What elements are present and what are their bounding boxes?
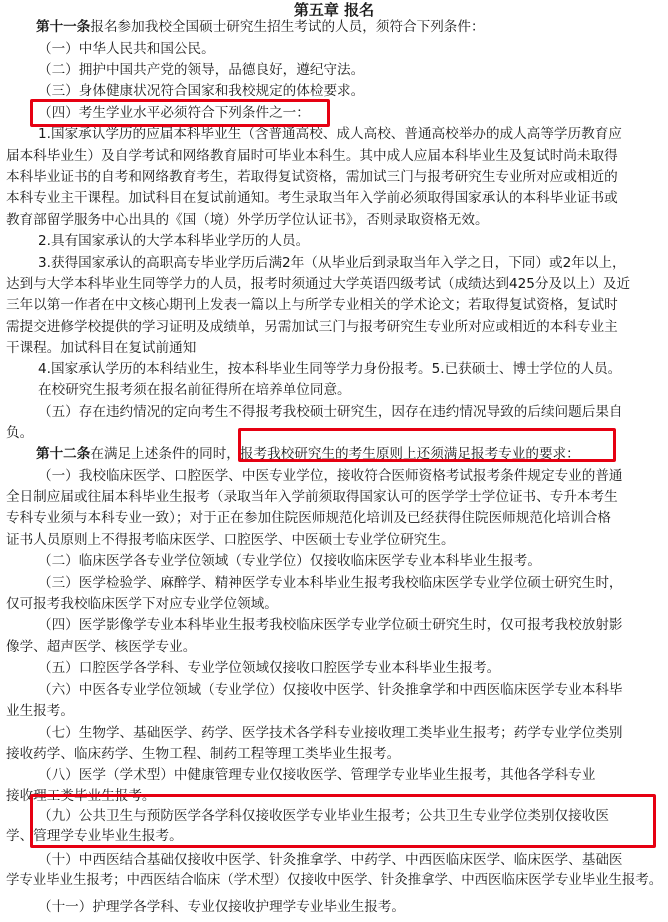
article-11-label: 第十一条 xyxy=(36,19,91,35)
paragraph-11: （十一）护理学各学科、专业仅接收护理学专业毕业生报考。 xyxy=(38,899,406,915)
item-3-line: 三年以第一作者在中文核心期刊上发表一篇以上与所学专业相关的学术论文；若取得复试资格，复试时 xyxy=(6,297,618,313)
item-1-line: 1.国家承认学历的应届本科毕业生（含普通高校、成人高校、普通高校举办的成人高等学历教育应 xyxy=(38,126,622,142)
highlight-box-paragraph-9 xyxy=(30,794,656,848)
paragraph-8-line: 接收理工类毕业生报考。 xyxy=(6,788,156,804)
condition-5-line: （五）存在违约情况的定向考生不得报考我校硕士研究生，因存在违约情况导致的后续问题后果自 xyxy=(38,404,623,420)
highlight-box-article-12 xyxy=(238,428,616,462)
paragraph-10-line: 学专业毕业生报考；中西医结合临床（学术型）仅接收中医学、针灸推拿学、中西医临床医学专业毕业生报考。 xyxy=(6,873,663,888)
item-4-5: 4.国家承认学历的本科结业生，按本科毕业生同等学力身份报考。5.已获硕士、博士学位的人员。 xyxy=(38,361,622,377)
item-3-line: 达到与大学本科毕业生同等学力的人员，报考时须通过大学英语四级考试（成绩达到425分及以上）及近 xyxy=(6,276,631,292)
paragraph-1-line: 证书人员原则上不得报考临床医学、口腔医学、中医硕士专业学位研究生。 xyxy=(6,532,455,548)
condition-1: （一）中华人民共和国公民。 xyxy=(38,41,215,57)
paragraph-6-line: 业生报考。 xyxy=(6,703,74,719)
paragraph-6-line: （六）中医各专业学位领域（专业学位）仅接收中医学、针灸推拿学和中西医临床医学专业本科毕 xyxy=(38,682,623,698)
highlight-box-condition-4 xyxy=(30,99,330,127)
item-1-line: 本科毕业证书的自考和网络教育考生，若取得复试资格，需加试三门与报考研究生专业所对应或相近的 xyxy=(6,169,618,185)
paragraph-2: （二）临床医学各专业学位领域（专业学位）仅接收临床医学专业本科毕业生报考。 xyxy=(38,553,541,569)
article-12-label: 第十二条 xyxy=(36,446,91,462)
item-1-line: 本科专业主干课程。加试科目在复试前通知。考生录取当年入学前必须取得国家承认的本科毕业证书或 xyxy=(6,190,618,206)
article-12-intro: 在满足上述条件的同时，报考我校研究生的考生原则上还须满足报考专业的要求： xyxy=(90,446,580,462)
paragraph-9-line: （九）公共卫生与预防医学各学科仅接收医学专业毕业生报考；公共卫生专业学位类别仅接收医 xyxy=(38,808,609,824)
paragraph-1-line: （一）我校临床医学、口腔医学、中医专业学位，接收符合医师资格考试报考条件规定专业的普通 xyxy=(38,468,623,484)
paragraph-3-line: 仅可报考我校临床医学下对应专业学位领域。 xyxy=(6,596,278,612)
paragraph-3-line: （三）医学检验学、麻醉学、精神医学专业本科毕业生报考我校临床医学专业学位硕士研究生时， xyxy=(38,575,623,591)
paragraph-1-line: 专科专业须与本科专业一致）；对于正在参加住院医师规范化培训及已经获得住院医师规范化培训合格 xyxy=(6,510,611,526)
article-11-intro: 报名参加我校全国硕士研究生招生考试的人员，须符合下列条件： xyxy=(90,19,485,35)
item-3-line: 3.获得国家承认的高职高专毕业学历后满2年（从毕业后到录取当年入学之日，下同）或2年以上， xyxy=(38,255,626,271)
paragraph-4-line: （四）医学影像学专业本科毕业生报考我校临床医学专业学位硕士研究生时，仅可报考我校放射影 xyxy=(38,617,623,633)
paragraph-7-line: （七）生物学、基础医学、药学、医学技术各学科专业接收理工类毕业生报考；药学专业学位类别 xyxy=(38,725,623,741)
article-11-heading xyxy=(36,17,485,37)
condition-2: （二）拥护中国共产党的领导，品德良好，遵纪守法。 xyxy=(38,62,365,78)
item-3-line: 需提交进修学校提供的学习证明及成绩单，另需加试三门与报考研究生专业所对应或相近的本科专业主 xyxy=(6,319,618,335)
paragraph-7-line: 接收药学、临床药学、生物工程、制药工程等理工类毕业生报考。 xyxy=(6,746,401,762)
paragraph-4-line: 像学、超声医学、核医学专业。 xyxy=(6,639,197,655)
item-note: 在校研究生报考须在报名前征得所在培养单位同意。 xyxy=(38,382,351,398)
paragraph-5: （五）口腔医学各学科、专业学位领域仅接收口腔医学专业本科毕业生报考。 xyxy=(38,660,501,676)
item-2: 2.具有国家承认的大学本科毕业学历的人员。 xyxy=(38,233,310,249)
condition-3: （三）身体健康状况符合国家和我校规定的体检要求。 xyxy=(38,83,365,99)
item-1-line: 教育部留学服务中心出具的《国（境）外学历学位认证书》，否则录取资格无效。 xyxy=(6,212,489,228)
chapter-title: 第五章 报名 xyxy=(293,1,375,19)
paragraph-9-line: 学、管理学专业毕业生报考。 xyxy=(6,828,183,844)
paragraph-10-line: （十）中西医结合基础仅接收中医学、针灸推拿学、中药学、中西医临床医学、临床医学、基础医 xyxy=(38,852,623,868)
condition-5-line: 负。 xyxy=(6,425,34,441)
item-3-line: 干课程。加试科目在复试前通知 xyxy=(6,340,197,356)
paragraph-1-line: 全日制应届或往届本科毕业生报考（录取当年入学前须取得国家认可的医学学士学位证书、专升本考生 xyxy=(6,489,618,505)
condition-4: （四）考生学业水平必须符合下列条件之一： xyxy=(38,105,310,121)
paragraph-8-line: （八）医学（学术型）中健康管理专业仅接收医学、管理学专业毕业生报考，其他各学科专业 xyxy=(38,767,596,783)
item-1-line: 届本科毕业生）及自学考试和网络教育届时可毕业本科生。其中成人应届本科毕业生及复试时尚未取得 xyxy=(6,148,618,164)
